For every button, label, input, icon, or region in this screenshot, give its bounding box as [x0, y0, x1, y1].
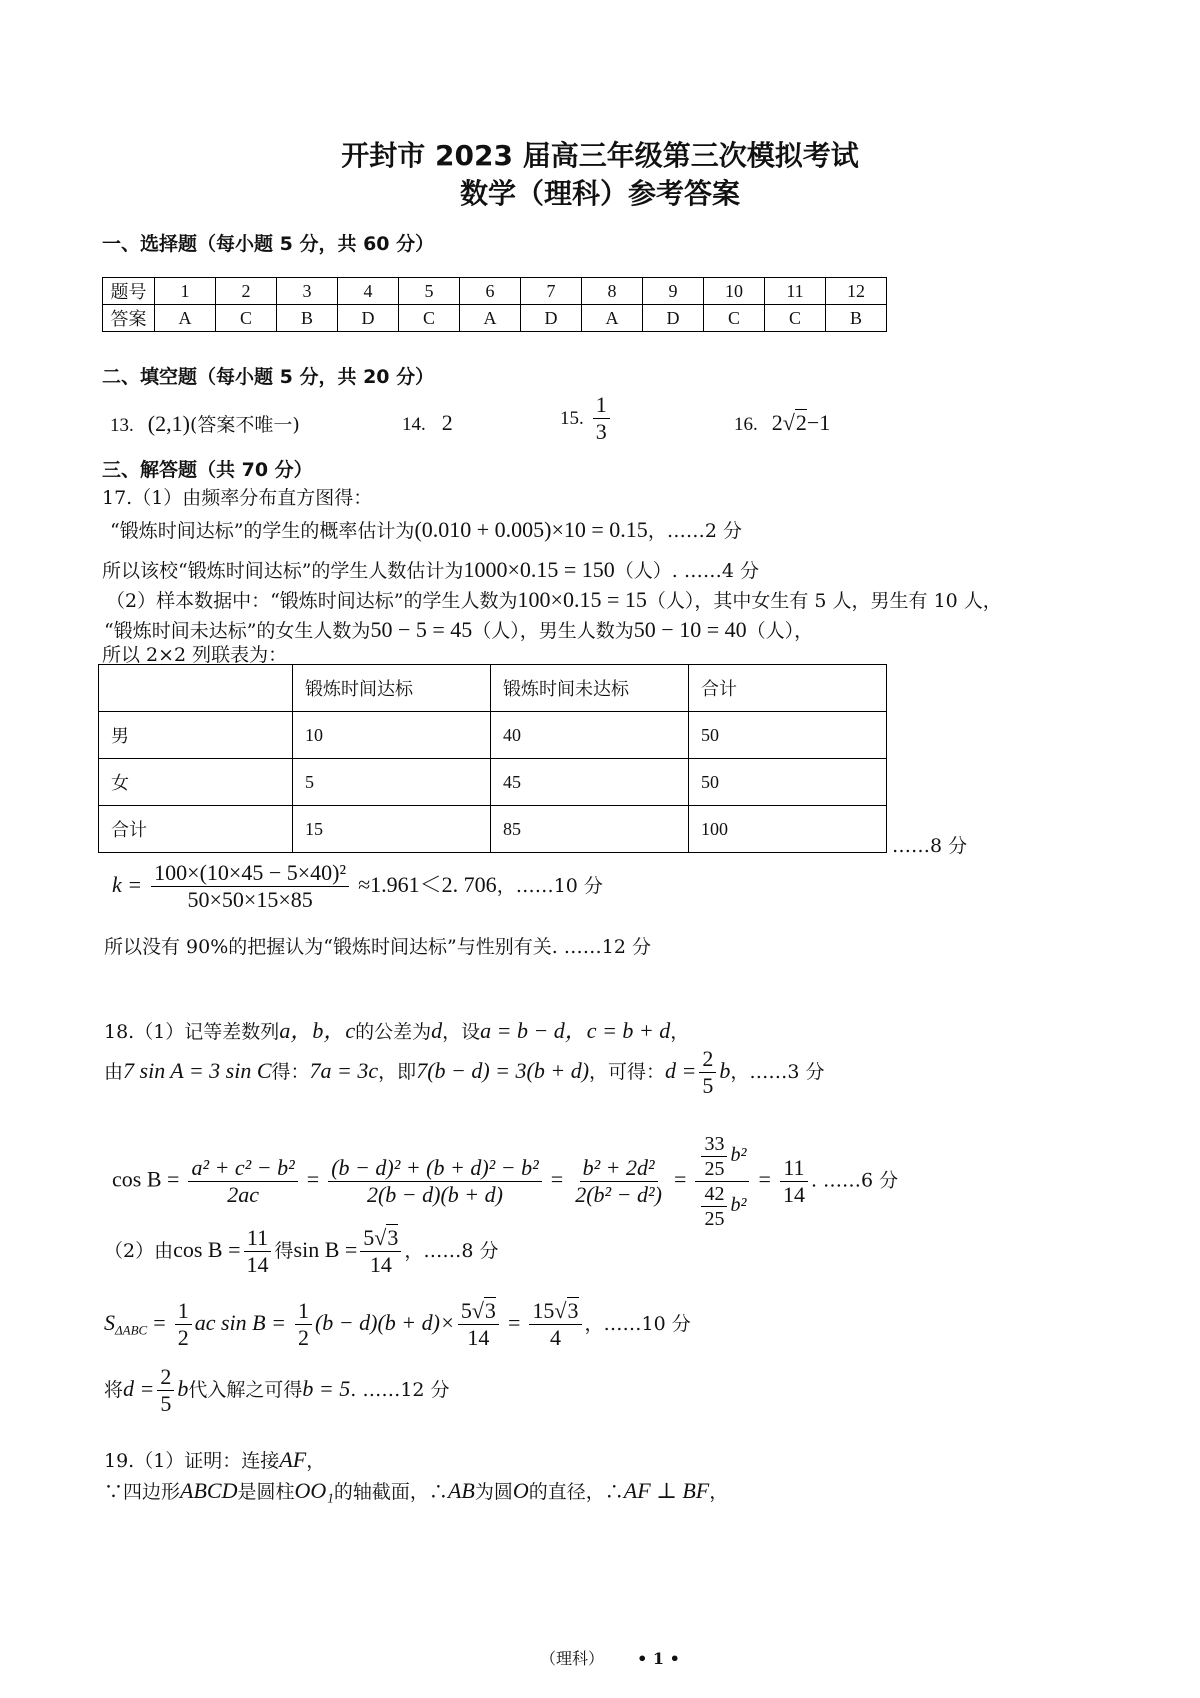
q18-line1	[104, 1014, 689, 1045]
table-cell: 1	[155, 278, 216, 305]
k-rhs: ≈1.961＜2. 706	[358, 871, 497, 897]
score: （人）. ……4 分	[614, 560, 759, 582]
table-cell: 40	[491, 712, 689, 759]
numerator: 100×(10×45 − 5×40)²	[151, 860, 349, 887]
answer-value: 2	[441, 410, 453, 435]
fill-answer-14	[402, 410, 453, 436]
table-cell: 12	[826, 278, 887, 305]
q17-line4	[106, 586, 1002, 613]
answer-note: (答案不唯一)	[189, 414, 300, 436]
table-score: ……8 分	[892, 835, 968, 857]
text: ，	[709, 1481, 729, 1503]
answer-value: (2,1)	[147, 411, 190, 436]
table-cell: 11	[765, 278, 826, 305]
formula: 7(b − d) = 3(b + d)	[416, 1057, 590, 1083]
score: ，……10 分	[584, 1312, 691, 1335]
denominator: 2(b − d)(b + d)	[366, 1182, 503, 1207]
page-subtitle: 数学（理科）参考答案	[459, 177, 740, 210]
table-cell: 45	[491, 759, 689, 806]
formula: ac sin B =	[194, 1309, 286, 1335]
section3-heading: 三、解答题（共 70 分）	[102, 459, 313, 481]
question-number: 14.	[402, 414, 426, 435]
section2-heading: 二、填空题（每小题 5 分，共 20 分）	[102, 366, 435, 388]
text: 为圆	[474, 1481, 513, 1503]
table-cell: 合计	[99, 806, 293, 853]
table-cell: 合计	[689, 665, 887, 712]
table-cell: 85	[491, 806, 689, 853]
text: ，	[670, 1021, 690, 1043]
formula: 50 − 5 = 45	[370, 617, 473, 642]
denominator: 2ac	[227, 1182, 259, 1207]
cosB-derivation	[112, 1132, 898, 1231]
q17-conclusion: 所以没有 90%的把握认为“锻炼时间达标”与性别有关. ……12 分	[104, 936, 651, 958]
numerator: 1	[175, 1298, 192, 1325]
table-cell: D	[643, 305, 704, 332]
coefficient: 5	[460, 1298, 472, 1323]
table-row	[99, 759, 887, 806]
denominator: 14	[369, 1252, 392, 1278]
formula: a = b − d，c = b + d	[480, 1018, 671, 1043]
text: “锻炼时间达标”的学生的概率估计为	[110, 520, 415, 542]
fill-answer-13	[110, 410, 300, 437]
fraction	[157, 1364, 174, 1418]
table-cell: 100	[689, 806, 887, 853]
question-number: 13.	[110, 415, 134, 436]
numerator: 5√3	[458, 1298, 499, 1325]
fill-answer-15	[560, 392, 613, 446]
table-cell: 9	[643, 278, 704, 305]
q19-line2	[104, 1477, 728, 1504]
numerator: 15√3	[529, 1298, 581, 1325]
page-title: 开封市 2023 届高三年级第三次模拟考试	[341, 139, 859, 172]
denominator: 14	[467, 1325, 490, 1351]
score: ，……2 分	[647, 520, 742, 542]
numerator: (b − d)² + (b + d)² − b²	[328, 1155, 541, 1182]
table-cell: 10	[704, 278, 765, 305]
formula: b	[719, 1057, 731, 1083]
denominator: 3	[595, 419, 607, 445]
fraction	[572, 1155, 665, 1209]
coefficient: 15	[532, 1298, 555, 1323]
coefficient: 2	[771, 410, 783, 435]
text: 将	[104, 1378, 124, 1401]
denominator: 25	[704, 1158, 725, 1180]
table-cell: 6	[460, 278, 521, 305]
q18-final-line	[104, 1364, 450, 1418]
area-formula	[104, 1298, 691, 1352]
b-squared: b²	[730, 1144, 747, 1167]
text: 19.（1）证明：连接	[104, 1450, 280, 1472]
answer-table	[102, 277, 887, 332]
score: . ……6 分	[810, 1169, 899, 1192]
table-cell: 3	[277, 278, 338, 305]
formula: a，b，c	[279, 1018, 356, 1043]
radicand: 2	[795, 410, 807, 435]
numerator: 5√3	[360, 1225, 401, 1252]
footer-label: （理科）	[540, 1649, 605, 1668]
radicand: 3	[484, 1298, 496, 1323]
fraction	[360, 1225, 401, 1279]
table-cell: D	[338, 305, 399, 332]
denominator: 2	[297, 1325, 309, 1351]
numerator: 2	[157, 1364, 174, 1391]
cos-lhs: cos B =	[112, 1166, 180, 1192]
formula: AB	[447, 1478, 475, 1503]
formula: AF ⊥ BF	[623, 1478, 710, 1503]
text: 由	[104, 1060, 124, 1083]
formula: 1000×0.15 = 150	[463, 557, 615, 582]
formula: (0.010 + 0.005)×10 = 0.15	[414, 517, 648, 542]
numerator: 1	[295, 1298, 312, 1325]
formula: ABCD	[180, 1478, 238, 1503]
formula: (b − d)(b + d)×	[314, 1309, 455, 1335]
denominator: 25	[704, 1208, 725, 1230]
text: 的轴截面，∴	[333, 1481, 448, 1503]
fraction	[188, 1155, 297, 1209]
text: （2）样本数据中：“锻炼时间达标”的学生人数为	[106, 590, 518, 612]
fraction	[701, 1132, 727, 1181]
numerator: 11	[780, 1155, 807, 1182]
section1-heading: 一、选择题（每小题 5 分，共 60 分）	[102, 233, 435, 255]
formula: b = 5	[302, 1375, 351, 1401]
fill-answer-16	[734, 410, 830, 436]
numerator	[695, 1132, 749, 1182]
text: 的直径，∴	[528, 1481, 624, 1503]
q18-line2	[104, 1046, 825, 1100]
text: 的公差为	[355, 1021, 432, 1043]
denominator: 14	[782, 1182, 805, 1207]
q17-line1: 17.（1）由频率分布直方图得：	[102, 487, 373, 509]
k-lhs: k =	[112, 871, 143, 897]
area-symbol: S	[104, 1309, 115, 1335]
table-cell: B	[277, 305, 338, 332]
table-cell: 5	[293, 759, 491, 806]
formula: AF	[279, 1447, 307, 1472]
q19-line1	[104, 1446, 325, 1473]
table-cell: 50	[689, 712, 887, 759]
score: ，……3 分	[730, 1060, 825, 1083]
table-cell: A	[460, 305, 521, 332]
compound-fraction	[695, 1132, 749, 1231]
constant-term: −1	[806, 410, 831, 435]
text: （人），其中女生有 5 人，男生有 10 人，	[646, 590, 1002, 612]
table-cell: 锻炼时间未达标	[491, 665, 689, 712]
fraction	[328, 1155, 541, 1209]
table-cell: 50	[689, 759, 887, 806]
formula: d	[431, 1018, 443, 1043]
text: ，即	[378, 1060, 417, 1083]
denominator: 14	[246, 1252, 269, 1278]
table-header-row	[99, 665, 887, 712]
numerator: 42	[701, 1182, 727, 1207]
table-cell: 15	[293, 806, 491, 853]
score: ，……10 分	[496, 874, 603, 897]
fraction	[593, 392, 610, 446]
table-cell: 女	[99, 759, 293, 806]
table-cell: 7	[521, 278, 582, 305]
text: ，	[306, 1450, 326, 1472]
text: ，设	[442, 1021, 481, 1043]
table-cell: 锻炼时间达标	[293, 665, 491, 712]
b-squared: b²	[730, 1194, 747, 1217]
q17-line3	[102, 556, 759, 583]
table-cell: 8	[582, 278, 643, 305]
fraction	[295, 1298, 312, 1352]
table-cell: D	[521, 305, 582, 332]
question-number: 16.	[734, 414, 758, 435]
table-cell: C	[216, 305, 277, 332]
q17-line5	[104, 616, 813, 643]
q18-part2-line1	[104, 1225, 499, 1279]
table-cell: B	[826, 305, 887, 332]
table-cell: A	[155, 305, 216, 332]
table-row	[99, 806, 887, 853]
formula: 7 sin A = 3 sin C	[123, 1057, 272, 1083]
numerator: a² + c² − b²	[188, 1155, 297, 1182]
fraction	[701, 1182, 727, 1231]
denominator: 50×50×15×85	[187, 887, 313, 913]
score: . ……12 分	[350, 1378, 450, 1401]
equals: =	[153, 1309, 166, 1335]
text: ∵四边形	[104, 1481, 181, 1503]
text: 代入解之可得	[188, 1378, 303, 1401]
table-cell: A	[582, 305, 643, 332]
equals: =	[306, 1166, 320, 1192]
q17-line2	[110, 516, 742, 543]
row-label: 题号	[103, 278, 155, 305]
k-formula	[112, 860, 603, 914]
denominator: 2	[177, 1325, 189, 1351]
numerator: 2	[699, 1046, 716, 1073]
table-cell: C	[704, 305, 765, 332]
formula: O	[512, 1478, 529, 1503]
q17-line6: 所以 2×2 列联表为：	[102, 644, 288, 666]
formula: 100×0.15 = 15	[517, 587, 647, 612]
fraction	[780, 1155, 808, 1209]
numerator: b² + 2d²	[580, 1155, 658, 1182]
formula: d =	[123, 1375, 155, 1401]
text: 是圆柱	[237, 1481, 295, 1503]
formula: 50 − 10 = 40	[633, 617, 747, 642]
row-label: 答案	[103, 305, 155, 332]
formula: sin B =	[293, 1236, 358, 1262]
radicand: 3	[567, 1298, 579, 1323]
formula: cos B =	[173, 1236, 241, 1262]
table-cell: 4	[338, 278, 399, 305]
equals: =	[673, 1166, 687, 1192]
page-footer	[540, 1646, 680, 1669]
area-subscript: ΔABC	[115, 1322, 148, 1338]
table-cell: 男	[99, 712, 293, 759]
formula: OO₁	[294, 1478, 334, 1503]
coefficient: 5	[363, 1225, 375, 1250]
text: ，可得：	[589, 1060, 666, 1083]
text: （2）由	[104, 1239, 174, 1262]
table-cell: 5	[399, 278, 460, 305]
text: 得：	[271, 1060, 310, 1083]
radicand: 3	[387, 1225, 399, 1250]
text: 得	[274, 1239, 294, 1262]
numerator: 11	[244, 1225, 271, 1252]
score: ，……8 分	[404, 1239, 499, 1262]
table-cell: 2	[216, 278, 277, 305]
table-cell: C	[765, 305, 826, 332]
table-row	[99, 712, 887, 759]
text: 所以该校“锻炼时间达标”的学生人数估计为	[102, 560, 464, 582]
fraction	[151, 860, 349, 914]
denominator: 5	[702, 1073, 714, 1099]
numerator: 33	[701, 1132, 727, 1157]
equals: =	[758, 1166, 771, 1192]
fraction	[529, 1298, 581, 1352]
formula: 7a = 3c	[309, 1057, 379, 1083]
text: （人），	[746, 620, 814, 642]
text: （人），男生人数为	[472, 620, 634, 642]
table-cell: 10	[293, 712, 491, 759]
sqrt-sign: √	[782, 410, 795, 435]
text: 18.（1）记等差数列	[104, 1021, 280, 1043]
table-cell	[99, 665, 293, 712]
formula: d =	[665, 1057, 697, 1083]
question-number: 15.	[560, 407, 584, 429]
denominator	[695, 1182, 749, 1231]
fraction	[458, 1298, 499, 1352]
denominator: 2(b² − d²)	[575, 1182, 662, 1207]
table-cell: C	[399, 305, 460, 332]
equals: =	[550, 1166, 564, 1192]
formula: b	[177, 1375, 189, 1401]
question-row	[103, 278, 887, 305]
equals: =	[507, 1309, 521, 1335]
page-number: • 1 •	[637, 1649, 680, 1668]
text: “锻炼时间未达标”的女生人数为	[104, 620, 371, 642]
denominator: 5	[160, 1391, 172, 1417]
numerator: 1	[593, 392, 610, 419]
fraction	[175, 1298, 192, 1352]
fraction	[699, 1046, 716, 1100]
denominator: 4	[549, 1325, 561, 1351]
answer-row	[103, 305, 887, 332]
contingency-table	[98, 664, 887, 853]
fraction	[244, 1225, 272, 1279]
